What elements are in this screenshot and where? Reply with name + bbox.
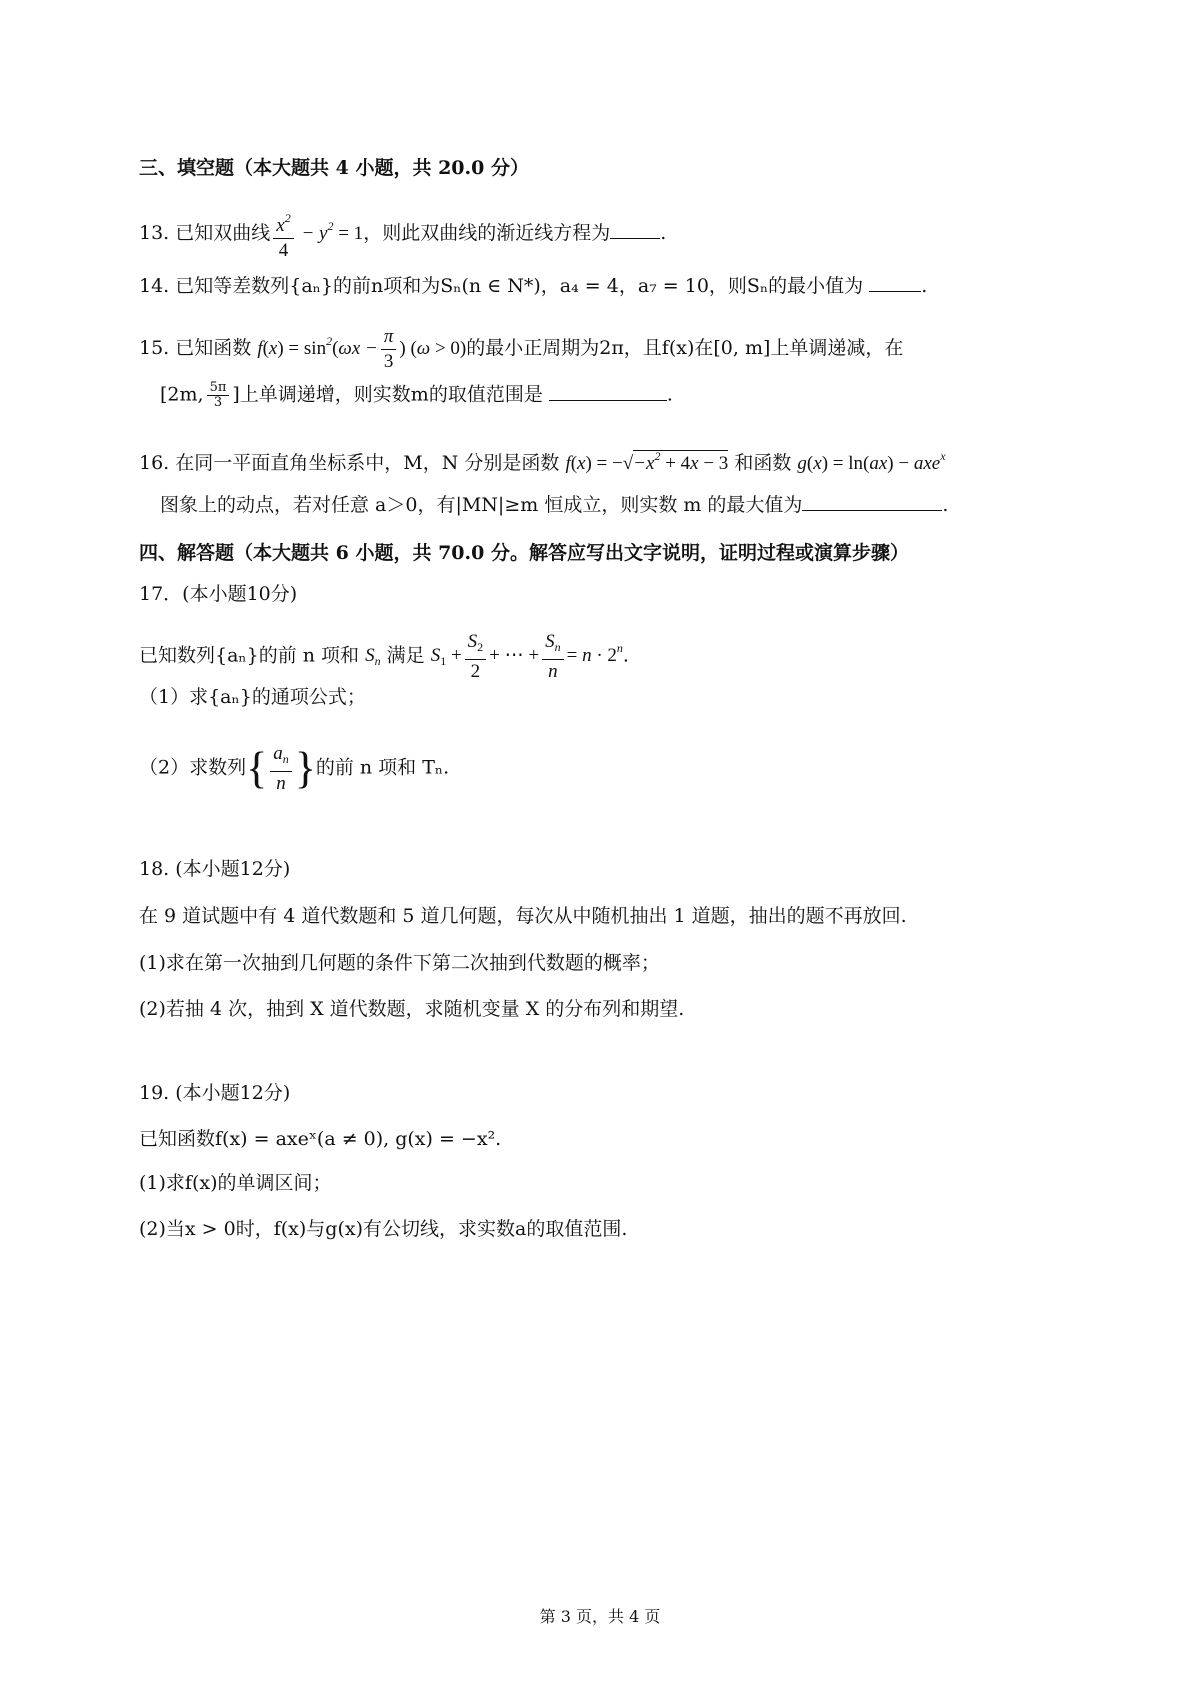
q17-sn: $S_n$ [365,645,381,669]
question-18-title: 18. (本小题12分) [139,858,291,880]
question-17-title: 17．(本小题10分) [139,583,298,605]
question-16 [139,443,946,477]
section-3-heading: 三、填空题（本大题共 4 小题，共 20.0 分） [139,157,529,179]
q16-function-f: $f(x) = -√-x^2 + 4x - 3$ [565,449,729,474]
question-17-stem: 已知数列{aₙ}的前 n 项和 $S_n$ 满足 $S_1$ + $\frac{S_2}{2}$ + ⋯ + $\frac{S_n}{n}$ = n · 2$^n$. [139,631,629,682]
q13-prefix: 13. 已知双曲线 [139,221,271,244]
q13-hyperbola-equation: $\frac{x^2}{4}$ − $y^2 = 1$ [270,223,363,244]
q16-answer-blank [802,492,942,511]
q15-function: $f(x) = \sin^2(\omega x$ − $\frac{\pi}{3}$ ) (ω > 0) [257,326,467,372]
question-19-stem: 已知函数f(x) = axeˣ(a ≠ 0), g(x) = −x². [139,1128,502,1150]
q14-text: 14. 已知等差数列{aₙ}的前n项和为Sₙ(n ∈ N*)，a₄ = 4，a₇ = 10，则Sₙ的最小值为 [139,275,864,297]
question-14: 14. 已知等差数列{aₙ}的前n项和为Sₙ(n ∈ N*)，a₄ = 4，a₇ = 10，则Sₙ的最小值为 . [139,275,928,297]
q15-answer-blank [549,382,667,401]
q15-prefix: 15. 已知函数 [139,336,252,359]
question-19-part2: (2)当x > 0时，f(x)与g(x)有公切线，求实数a的取值范围. [139,1218,628,1240]
question-15 [139,325,903,374]
q16-function-g: g(x) = ln(ax) − axe$^x$ [797,449,946,474]
q16-mid: 和函数 [734,452,792,474]
q13-answer-blank [610,220,660,239]
q17-sum-equation: $S_1$ + $\frac{S_2}{2}$ + ⋯ + $\frac{S_n}{n}$ = n · 2$^n$ [430,631,623,682]
question-18-part2: (2)若抽 4 次，抽到 X 道代数题，求随机变量 X 的分布列和期望. [139,998,685,1020]
question-17-part2: （2）求数列{ $\frac{a_n}{n}$ }的前 n 项和 Tₙ. [139,743,450,794]
question-19-part1: (1)求f(x)的单调区间； [139,1172,332,1194]
page-footer: 第 3 页，共 4 页 [539,1607,661,1626]
question-17-part1: （1）求{aₙ}的通项公式； [139,686,366,708]
question-18-stem: 在 9 道试题中有 4 道代数题和 5 道几何题，每次从中随机抽出 1 道题，抽出的题不再放回. [139,905,907,927]
q14-answer-blank [869,273,921,292]
question-18-part1: (1)求在第一次抽到几何题的条件下第二次抽到代数题的概率； [139,952,660,974]
section-4-heading: 四、解答题（本大题共 6 小题，共 70.0 分。解答应写出文字说明，证明过程或演算步骤） [139,542,909,564]
q13-suffix: ，则此双曲线的渐近线方程为 [363,221,611,244]
question-19-title: 19. (本小题12分) [139,1082,291,1104]
question-13: 13. 已知双曲线 $\frac{x^2}{4}$ − $y^2 = 1$，则此双曲线的渐近线方程为 . [139,206,666,263]
q16-line2: 图象上的动点，若对任意 a＞0，有|MN|≥m 恒成立，则实数 m 的最大值为 [160,494,803,516]
q15-mid: 的最小正周期为2π，且f(x)在[0, m]上单调递减，在 [466,336,904,359]
q16-prefix: 16. 在同一平面直角坐标系中，M，N 分别是函数 [139,452,560,474]
question-16-line2: 图象上的动点，若对任意 a＞0，有|MN|≥m 恒成立，则实数 m 的最大值为 . [160,494,949,516]
q15-interval-fraction: $\frac{5\pi}{3}$ [207,381,230,410]
q17-sequence-an-over-n: { $\frac{a_n}{n}$ } [246,743,316,794]
question-15-line2: [2m, $\frac{5\pi}{3}$ ]上单调递增，则实数m的取值范围是 . [160,380,673,410]
